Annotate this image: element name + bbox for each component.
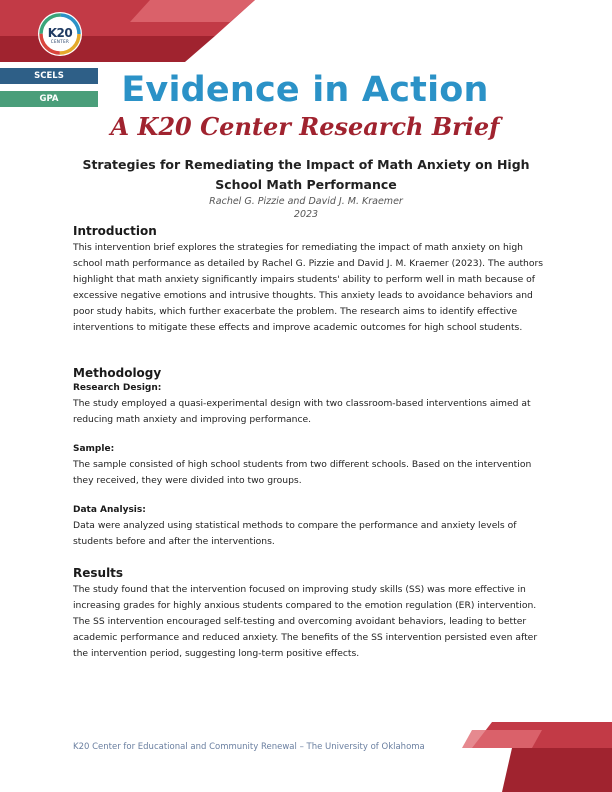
document-title: Strategies for Remediating the Impact of Math Anxiety on High School Math Performance xyxy=(82,157,530,192)
research-design-text: The study employed a quasi-experimental design with two classroom-based interventions aimed at reducing math anxiety and improving performance. xyxy=(73,398,531,425)
tag-gpa: GPA xyxy=(0,91,98,107)
data-analysis-text: Data were analyzed using statistical methods to compare the performance and anxiety levels of students before and after the interventions. xyxy=(73,520,517,547)
document-authors: Rachel G. Pizzie and David J. M. Kraemer xyxy=(209,196,403,207)
results-heading: Results xyxy=(73,566,124,580)
document-year: 2023 xyxy=(293,209,319,220)
introduction-text: This intervention brief explores the strategies for remediating the impact of math anxiety on high school math performance as detailed by Rachel G. Pizzie and David J. M. Kraemer (2023). The authors highlight that math anxiety significantly impairs students' ability to perform well in math because of excessive negative emotions and intrusive thoughts. This anxiety leads to avoidance behaviors and poor study habits, which further exacerbate the problem. The research aims to identify effective interventions to mitigate these effects and improve academic outcomes for high school students. xyxy=(73,242,544,333)
page-subtitle: A K20 Center Research Brief xyxy=(110,112,500,141)
introduction-heading: Introduction xyxy=(73,224,157,238)
footer-decoration xyxy=(462,722,612,792)
research-design-label: Research Design: xyxy=(73,383,162,393)
logo-text: K20 xyxy=(47,25,73,40)
data-analysis-label: Data Analysis: xyxy=(73,505,146,515)
methodology-heading: Methodology xyxy=(73,366,162,380)
footer-text: K20 Center for Educational and Community Renewal – The University of Oklahoma xyxy=(73,742,425,752)
results-text: The study found that the intervention focused on improving study skills (SS) was more effective in increasing grades for highly anxious students compared to the emotion regulation (ER) intervention. The SS intervention encouraged self-testing and overcoming avoidant behaviors, leading to better academic performance and reduced anxiety. The benefits of the SS intervention persisted even after the intervention period, suggesting long-term positive effects. xyxy=(73,584,538,659)
logo-subtext: CENTER xyxy=(50,38,70,44)
sample-text: The sample consisted of high school students from two different schools. Based on the intervention they received, they were divided into two groups. xyxy=(73,459,532,486)
tag-scels: SCELS xyxy=(0,68,98,84)
page-title: Evidence in Action xyxy=(121,70,489,110)
sample-label: Sample: xyxy=(73,444,115,454)
k20-logo xyxy=(38,12,82,56)
